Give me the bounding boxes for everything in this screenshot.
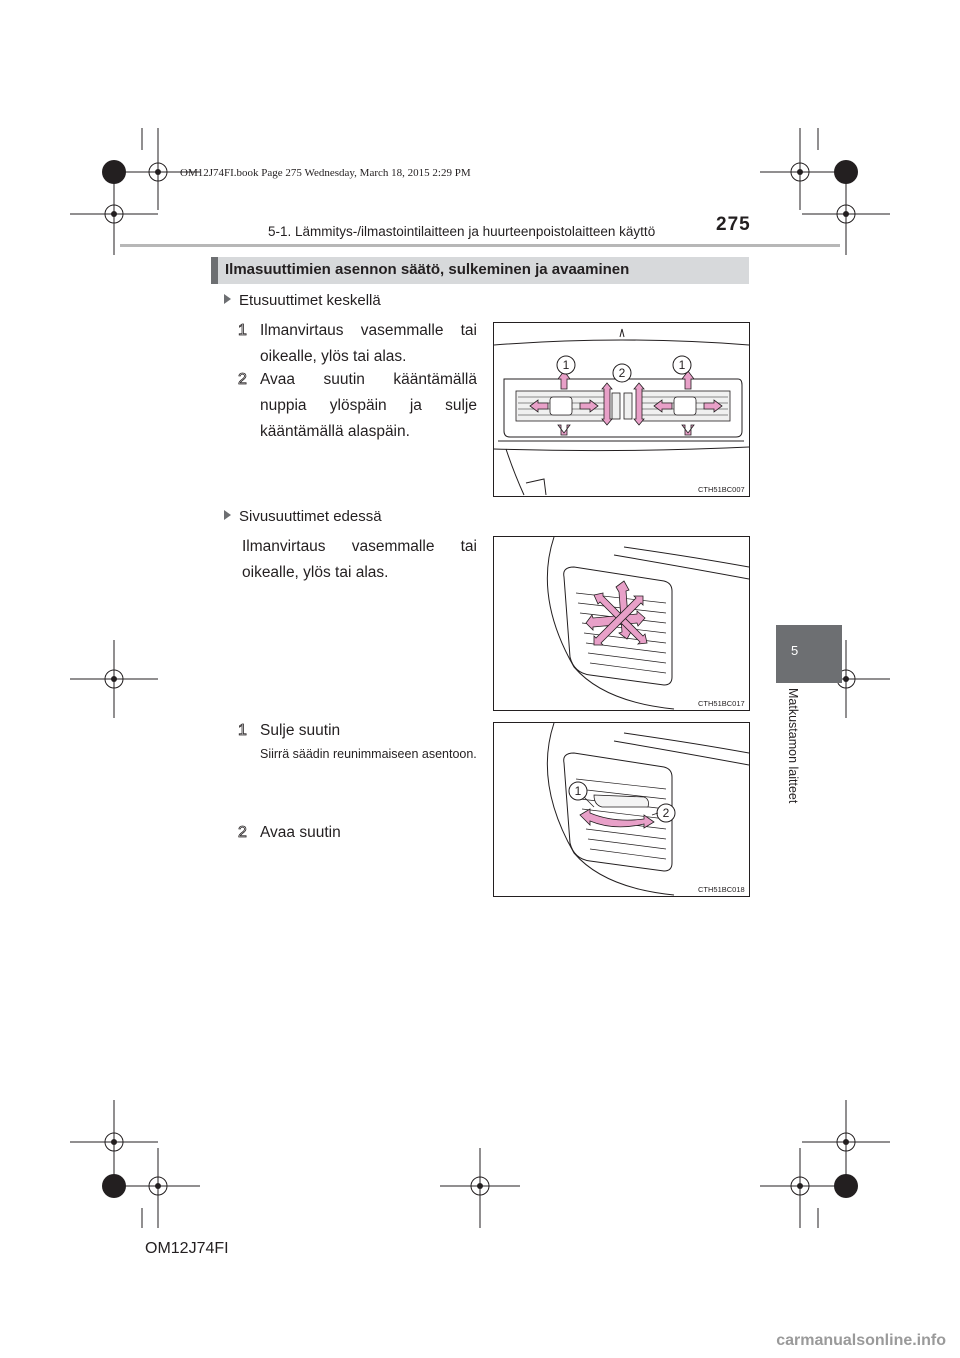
chapter-tab: [776, 625, 842, 683]
callout-1-right: 1: [678, 358, 686, 372]
vent-open-close-illustration: [494, 723, 749, 896]
figure-code: CTH51BC017: [698, 699, 745, 708]
close-item-note: Siirrä säädin reunimmaiseen asentoon.: [260, 747, 477, 761]
page-number: 275: [716, 214, 751, 235]
front-center-item-2: Avaa suutin kääntämällä nuppia ylöspäin ja sulje kääntämällä alaspäin.: [260, 371, 477, 440]
vent-open-close-figure: [493, 722, 750, 897]
section-title-bar: [211, 257, 749, 284]
open-item-text: Avaa suutin: [260, 824, 341, 841]
header-rule: [120, 244, 840, 247]
watermark[interactable]: carmanualsonline.info: [776, 1332, 946, 1349]
close-item-text: Sulje suutin: [260, 722, 341, 739]
triangle-bullet-icon: [224, 294, 231, 304]
front-side-text: Ilmanvirtaus vasemmalle tai oikealle, ylös tai alas.: [242, 538, 477, 581]
front-center-heading-text: Etusuuttimet keskellä: [239, 292, 381, 309]
center-vents-illustration: [494, 323, 749, 496]
side-vent-figure: [493, 536, 750, 711]
callout-1-left: 1: [562, 358, 570, 372]
item-number-1: 1: [238, 722, 247, 739]
side-vent-illustration: [494, 537, 749, 710]
center-vents-figure: [493, 322, 750, 497]
item-number-2: 2: [238, 371, 247, 388]
item-number-2: 2: [238, 824, 247, 841]
figure-code: CTH51BC007: [698, 485, 745, 494]
footer-code: OM12J74FI: [145, 1240, 229, 1257]
section-bar-edge: [211, 257, 218, 284]
front-center-item-1: Ilmanvirtaus vasemmalle tai oikealle, ylös tai alas.: [260, 322, 477, 365]
running-title: 5-1. Lämmitys-/ilmastointilaitteen ja huurteenpoistolaitteen käyttö: [268, 224, 656, 239]
callout-1: 1: [574, 784, 582, 798]
triangle-bullet-icon: [224, 510, 231, 520]
callout-2: 2: [662, 806, 670, 820]
chapter-label: [764, 688, 804, 828]
figure-code: CTH51BC018: [698, 885, 745, 894]
item-number-1: 1: [238, 322, 247, 339]
callout-2: 2: [618, 366, 626, 380]
chapter-number: 5: [791, 643, 799, 658]
book-info: OM12J74FI.book Page 275 Wednesday, March 18, 2015 2:29 PM: [180, 167, 471, 179]
front-side-heading-text: Sivusuuttimet edessä: [239, 508, 382, 525]
section-title: Ilmasuuttimien asennon säätö, sulkeminen ja avaaminen: [225, 261, 630, 278]
front-center-heading: [224, 292, 381, 309]
chapter-title: Matkustamon laitteet: [786, 688, 800, 804]
front-side-heading: [224, 508, 382, 525]
